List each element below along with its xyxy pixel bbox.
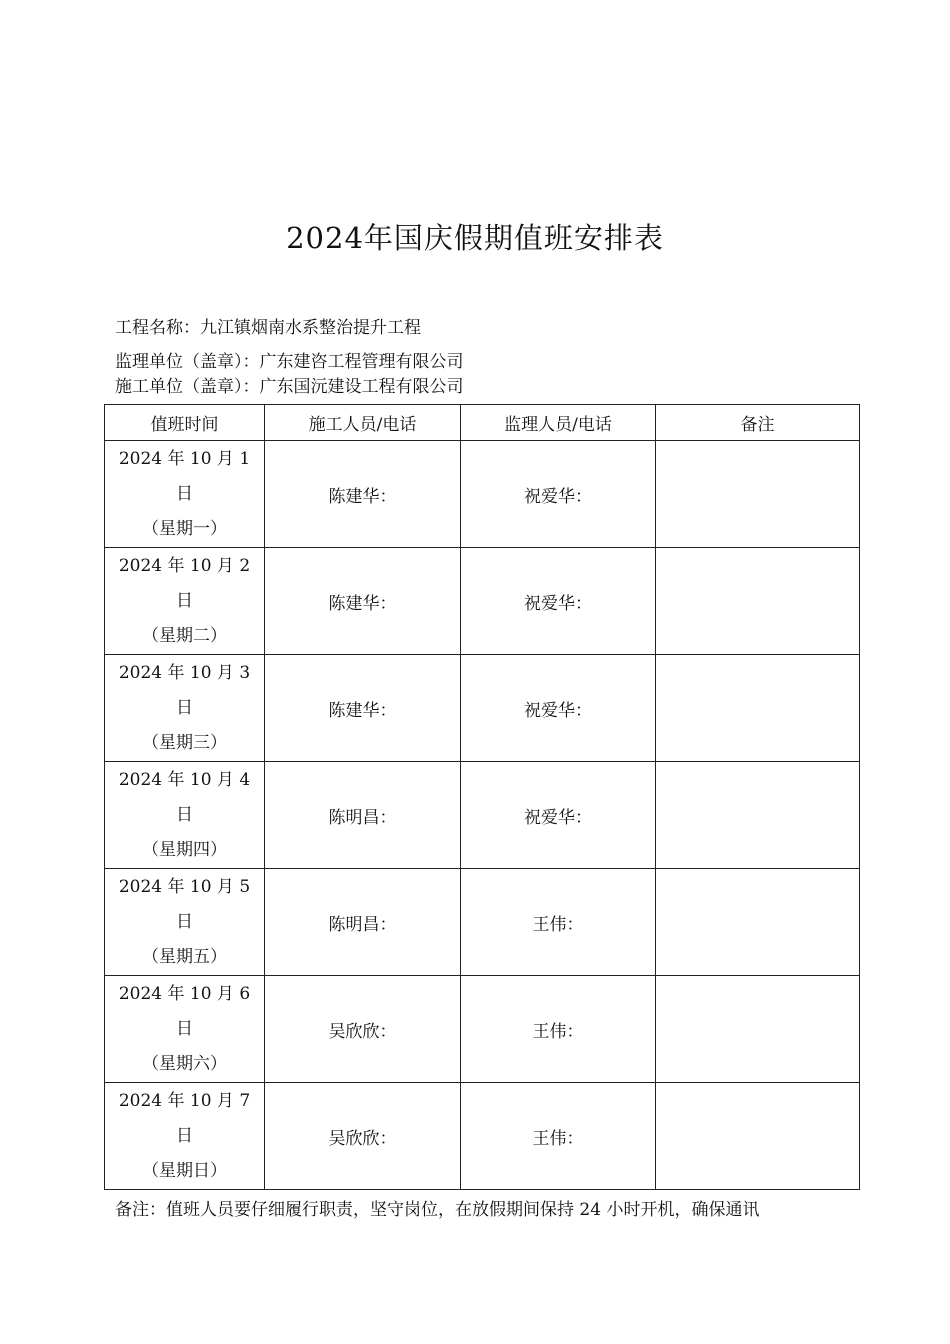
weekday-label: （星期三） [142, 732, 227, 753]
duty-date-cell [105, 869, 265, 976]
date-label: 2024 年 10 月 2 [118, 555, 251, 576]
weekday-label: （星期五） [142, 946, 227, 967]
supervision-staff-cell: 祝爱华： [461, 655, 656, 762]
date-label: 日 [176, 1018, 193, 1039]
project-name: 工程名称：九江镇烟南水系整治提升工程 [115, 318, 421, 338]
date-label: 日 [176, 804, 193, 825]
supervision-staff-cell: 祝爱华： [461, 548, 656, 655]
supervision-unit: 监理单位（盖章）：广东建咨工程管理有限公司 [115, 352, 464, 372]
date-label: 2024 年 10 月 4 [118, 769, 251, 790]
supervision-staff-cell: 祝爱华： [461, 441, 656, 548]
date-label: 日 [176, 911, 193, 932]
footnote: 备注：值班人员要仔细履行职责，坚守岗位，在放假期间保持 24 小时开机，确保通讯 [115, 1200, 760, 1220]
supervision-staff-cell: 王伟： [461, 976, 656, 1083]
date-label: 2024 年 10 月 3 [118, 662, 251, 683]
table-row [105, 655, 860, 762]
header-supervision-staff: 监理人员/电话 [461, 405, 656, 441]
table-row [105, 976, 860, 1083]
construction-unit: 施工单位（盖章）：广东国沅建设工程有限公司 [115, 377, 464, 397]
duty-schedule-table [104, 404, 860, 1190]
construction-staff-cell: 陈建华： [265, 655, 461, 762]
table-row [105, 1083, 860, 1190]
header-construction-staff: 施工人员/电话 [265, 405, 461, 441]
date-label: 日 [176, 590, 193, 611]
remark-cell [656, 869, 860, 976]
construction-staff-cell: 吴欣欣： [265, 1083, 461, 1190]
table-row [105, 762, 860, 869]
date-label: 日 [176, 697, 193, 718]
table-row [105, 869, 860, 976]
document-title: 2024年国庆假期值班安排表 [286, 221, 664, 255]
date-label: 日 [176, 1125, 193, 1146]
weekday-label: （星期日） [142, 1160, 227, 1181]
duty-date-cell [105, 762, 265, 869]
duty-date-cell [105, 548, 265, 655]
construction-staff-cell: 陈建华： [265, 548, 461, 655]
date-label: 2024 年 10 月 6 [118, 983, 251, 1004]
duty-date-cell [105, 1083, 265, 1190]
duty-date-cell [105, 441, 265, 548]
table-header-row [105, 405, 860, 441]
remark-cell [656, 976, 860, 1083]
weekday-label: （星期四） [142, 839, 227, 860]
supervision-staff-cell: 祝爱华： [461, 762, 656, 869]
construction-staff-cell: 陈建华： [265, 441, 461, 548]
remark-cell [656, 1083, 860, 1190]
remark-cell [656, 548, 860, 655]
supervision-staff-cell: 王伟： [461, 869, 656, 976]
header-remark: 备注 [656, 405, 860, 441]
table-row [105, 548, 860, 655]
weekday-label: （星期二） [142, 625, 227, 646]
date-label: 2024 年 10 月 5 [118, 876, 251, 897]
duty-date-cell [105, 655, 265, 762]
construction-staff-cell: 吴欣欣： [265, 976, 461, 1083]
header-duty-time: 值班时间 [105, 405, 265, 441]
weekday-label: （星期六） [142, 1053, 227, 1074]
supervision-staff-cell: 王伟： [461, 1083, 656, 1190]
remark-cell [656, 441, 860, 548]
table-body [105, 441, 860, 1190]
duty-date-cell [105, 976, 265, 1083]
construction-staff-cell: 陈明昌： [265, 869, 461, 976]
remark-cell [656, 762, 860, 869]
table-row [105, 441, 860, 548]
construction-staff-cell: 陈明昌： [265, 762, 461, 869]
date-label: 日 [176, 483, 193, 504]
remark-cell [656, 655, 860, 762]
date-label: 2024 年 10 月 7 [118, 1090, 251, 1111]
date-label: 2024 年 10 月 1 [118, 448, 251, 469]
weekday-label: （星期一） [142, 518, 227, 539]
